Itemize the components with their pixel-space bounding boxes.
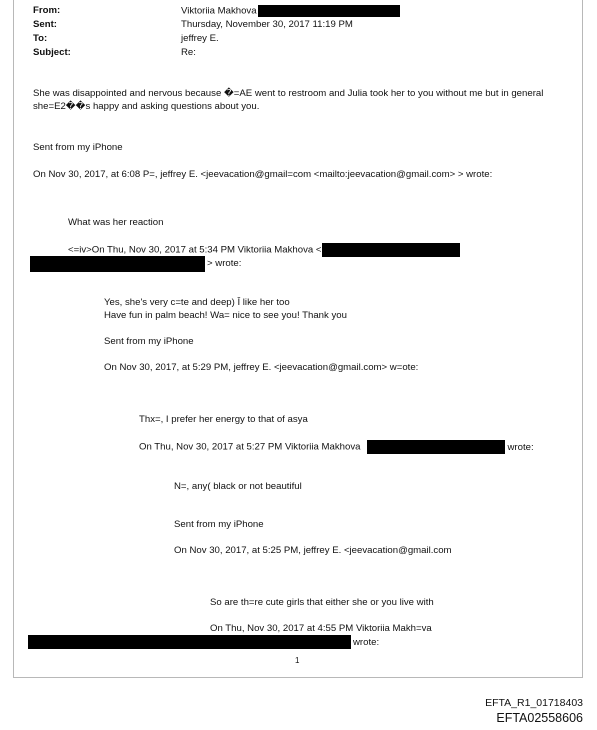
quote-header-1: On Nov 30, 2017, at 6:08 P=, jeffrey E. <jeevacation@gmail=com <mailto:jeevacation@gmail.com> > wrote:	[33, 169, 493, 180]
redaction-box	[367, 440, 505, 454]
quote-header-3: On Nov 30, 2017, at 5:29 PM, jeffrey E. <jeevacation@gmail.com> w=ote:	[104, 362, 419, 373]
question-line: So are th=re cute girls that either she or you live with	[210, 597, 434, 608]
quote-header-2-line-2: > wrote:	[207, 258, 242, 269]
quote-header-4	[139, 440, 534, 454]
sent-from-iphone-2: Sent from my iPhone	[104, 336, 194, 347]
redaction-box	[30, 256, 205, 272]
from-name: Viktoriia Makhova	[181, 5, 257, 17]
reply-line-3: N=, any( black or not beautiful	[174, 481, 302, 492]
message-line-1: She was disappointed and nervous because �=AE went to restroom and Julia took her to you without me but in general	[33, 88, 544, 99]
redaction-box	[28, 635, 351, 649]
quote-header-6: On Thu, Nov 30, 2017 at 4:55 PM Viktoriia Makh=va	[210, 623, 432, 634]
quote-header-4-suffix: wrote:	[507, 441, 534, 453]
sent-from-iphone-1: Sent from my iPhone	[33, 142, 123, 153]
subject-value: Re:	[181, 47, 196, 58]
reaction-question: What was her reaction	[68, 217, 164, 228]
subject-label: Subject:	[33, 47, 71, 58]
quote-header-4-text: On Thu, Nov 30, 2017 at 5:27 PM Viktoriia Makhova	[139, 441, 361, 453]
from-value	[181, 5, 400, 17]
quote-header-5: On Nov 30, 2017, at 5:25 PM, jeffrey E. <jeevacation@gmail.com	[174, 545, 452, 556]
from-label: From:	[33, 5, 61, 16]
sent-from-iphone-3: Sent from my iPhone	[174, 519, 264, 530]
message-line-2: she=E2��s happy and asking questions about you.	[33, 101, 260, 112]
quote-header-2-line-1	[68, 243, 460, 257]
page-number: 1	[295, 656, 300, 665]
thx-line: Thx=, I prefer her energy to that of asya	[139, 414, 308, 425]
redaction-box	[258, 5, 400, 17]
quote-header-6-suffix: wrote:	[353, 637, 380, 648]
sent-value: Thursday, November 30, 2017 11:19 PM	[181, 19, 353, 30]
to-value: jeffrey E.	[181, 33, 219, 44]
sent-label: Sent:	[33, 19, 57, 30]
redaction-box	[322, 243, 460, 257]
bates-number-1: EFTA_R1_01718403	[485, 697, 583, 709]
quote-header-2-text: <=iv>On Thu, Nov 30, 2017 at 5:34 PM Viktoriia Makhova <	[68, 244, 322, 256]
reply-line-2: Have fun in palm beach! Wa= nice to see you! Thank you	[104, 310, 347, 321]
to-label: To:	[33, 33, 48, 44]
reply-line-1: Yes, she's very c=te and deep) Î like her too	[104, 297, 290, 308]
bates-number-2: EFTA02558606	[496, 711, 583, 725]
